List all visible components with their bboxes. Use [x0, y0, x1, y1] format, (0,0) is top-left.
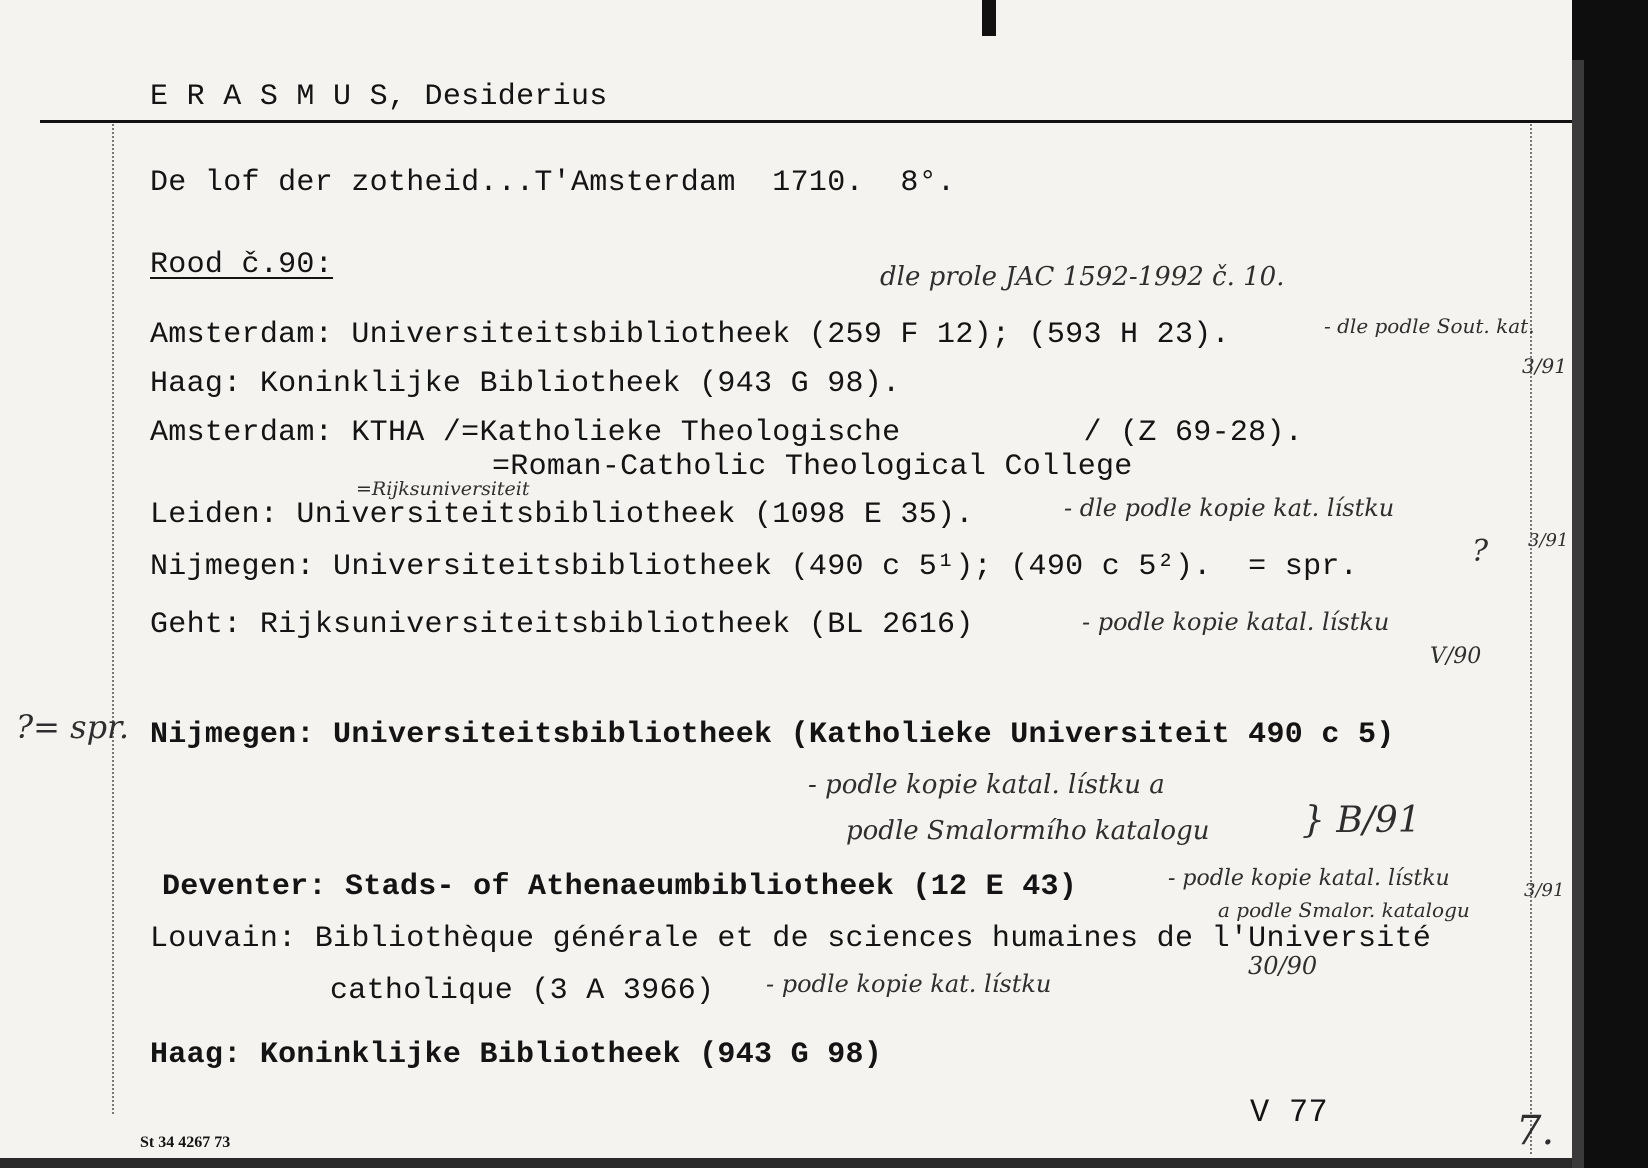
left-margin-line [112, 124, 114, 1114]
handwritten-question-mark: ? [1472, 534, 1489, 569]
holding-line-3-continuation: =Roman-Catholic Theological College [492, 450, 1133, 484]
handwritten-date-3: V/90 [1430, 644, 1482, 669]
card-bottom-edge [0, 1158, 1572, 1168]
handwritten-note-sout: - dle podle Sout. kat. [1324, 314, 1535, 338]
handwritten-note-nijmegen-1: - podle kopie katal. lístku a [808, 770, 1165, 800]
title-line: De lof der zotheid...T'Amsterdam 1710. 8°. [150, 166, 956, 200]
holding-line-9-continuation: catholique (3 A 3966) [330, 974, 715, 1008]
author-forename: , Desiderius [387, 80, 608, 114]
handwritten-note-deventer-1: - podle kopie katal. lístku [1168, 866, 1450, 891]
author-heading [150, 80, 608, 114]
holding-line-5: Nijmegen: Universiteitsbibliotheek (490 c 5¹); (490 c 5²). = spr. [150, 550, 1358, 584]
handwritten-note-gent: - podle kopie katal. lístku [1082, 608, 1390, 636]
handwritten-date-4: } B/91 [1302, 800, 1421, 841]
handwritten-margin-note: ?= spr. [16, 708, 129, 746]
card-shadow-edge [1572, 60, 1584, 1168]
holding-line-9: Louvain: Bibliothèque générale et de sciences humaines de l'Université [150, 922, 1432, 956]
holding-line-10: Haag: Koninklijke Bibliotheek (943 G 98) [150, 1038, 883, 1072]
shelf-mark: V 77 [1250, 1094, 1329, 1131]
holding-line-2: Haag: Koninklijke Bibliotheek (943 G 98). [150, 367, 901, 401]
holding-line-1: Amsterdam: Universiteitsbibliotheek (259 F 12); (593 H 23). [150, 318, 1230, 352]
handwritten-note-rijksuniversiteit: =Rijksuniversiteit [356, 478, 530, 500]
printer-code: St 34 4267 73 [140, 1134, 231, 1151]
handwritten-date-5: 3/91 [1524, 880, 1565, 901]
header-rule [40, 120, 1572, 123]
handwritten-note-nijmegen-2: podle Smalormího katalogu [846, 816, 1210, 846]
handwritten-note-jac: dle prole JAC 1592-1992 č. 10. [880, 262, 1285, 292]
holding-line-4: Leiden: Universiteitsbibliotheek (1098 E 35). [150, 498, 974, 532]
holding-line-8: Deventer: Stads- of Athenaeumbibliotheek (12 E 43) [162, 870, 1078, 904]
handwritten-note-leiden: - dle podle kopie kat. lístku [1064, 494, 1395, 522]
handwritten-date-6: 30/90 [1248, 952, 1318, 980]
handwritten-note-louvain: - podle kopie kat. lístku [766, 970, 1052, 998]
card-tab-notch [982, 0, 996, 36]
right-margin-line [1530, 124, 1532, 1154]
holding-line-7: Nijmegen: Universiteitsbibliotheek (Katholieke Universiteit 490 c 5) [150, 718, 1395, 752]
corner-number: 7. [1516, 1108, 1555, 1154]
handwritten-date-1: 3/91 [1522, 354, 1567, 378]
holding-line-6: Geht: Rijksuniversiteitsbibliotheek (BL 2616) [150, 608, 974, 642]
holding-line-3: Amsterdam: KTHA /=Katholieke Theologische / (Z 69-28). [150, 416, 1304, 450]
handwritten-date-2: 3/91 [1528, 530, 1569, 551]
author-surname: E R A S M U S [150, 80, 388, 114]
section-heading: Rood č.90: [150, 248, 334, 282]
handwritten-note-deventer-2: a podle Smalor. katalogu [1218, 898, 1470, 922]
